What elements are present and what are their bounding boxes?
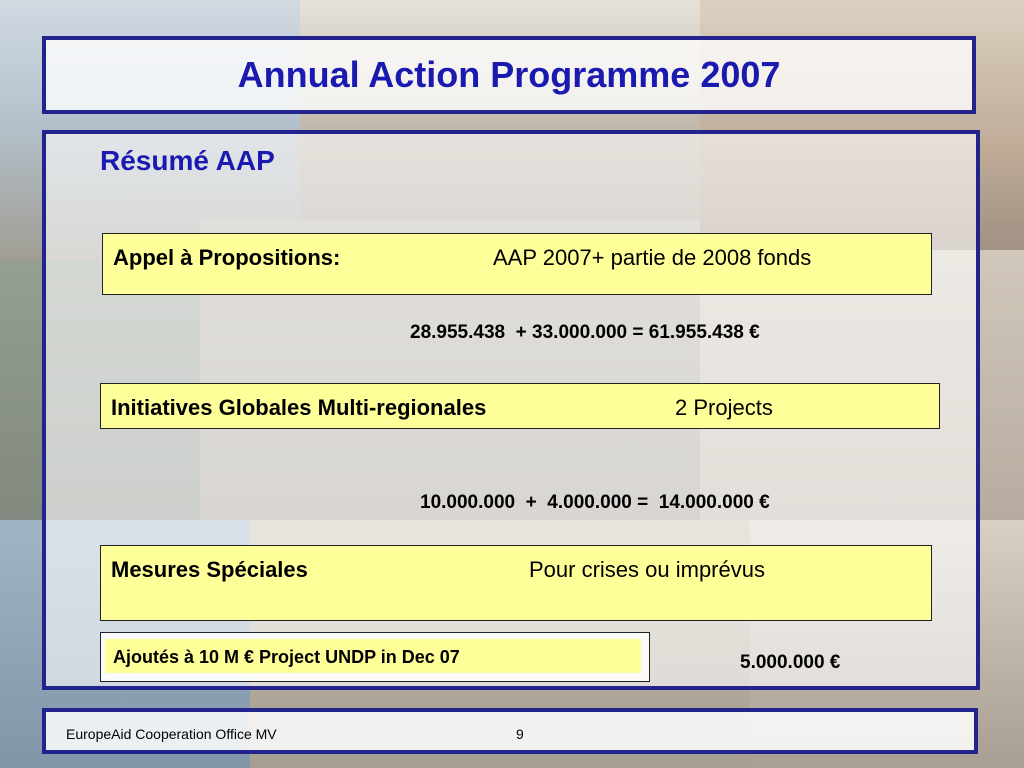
initiatives-value: 2 Projects [675, 395, 773, 420]
appel-propositions-box [102, 233, 932, 295]
footer [42, 708, 978, 754]
mesures-sum: 5.000.000 € [740, 652, 841, 673]
mesures-label: Mesures Spéciales [111, 557, 308, 582]
title-box [42, 36, 976, 114]
mesures-value: Pour crises ou imprévus [529, 557, 765, 582]
undp-note-box [100, 632, 650, 682]
appel-label: Appel à Propositions: [113, 245, 341, 270]
initiatives-sum: 10.000.000 + 4.000.000 = 14.000.000 € [420, 492, 770, 513]
appel-value: AAP 2007+ partie de 2008 fonds [493, 245, 812, 270]
appel-sum: 28.955.438 + 33.000.000 = 61.955.438 € [410, 322, 760, 343]
undp-note: Ajoutés à 10 M € Project UNDP in Dec 07 [105, 639, 641, 673]
mesures-speciales-box [100, 545, 932, 621]
slide-subtitle: Résumé AAP [100, 145, 275, 176]
initiatives-label: Initiatives Globales Multi-regionales [111, 395, 487, 420]
slide-title: Annual Action Programme 2007 [237, 54, 781, 95]
page-number: 9 [516, 726, 524, 742]
initiatives-globales-box [100, 383, 940, 429]
footer-organization: EuropeAid Cooperation Office MV [66, 726, 277, 742]
